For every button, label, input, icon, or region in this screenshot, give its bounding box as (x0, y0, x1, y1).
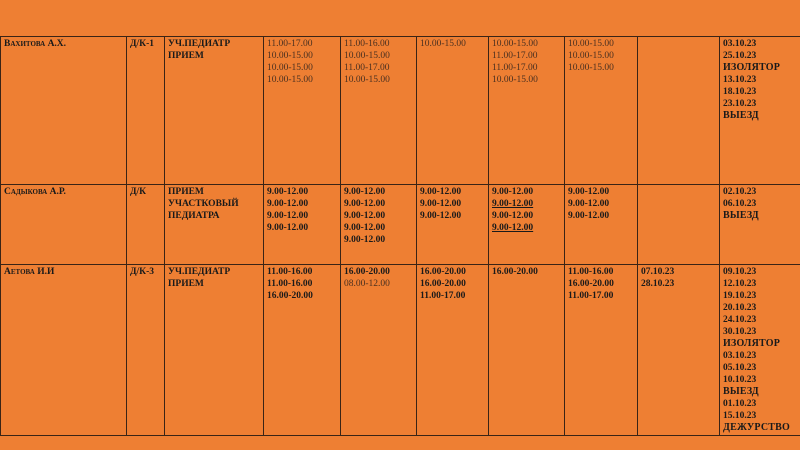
time-slot: 16.00-20.00 (568, 279, 614, 289)
note-date: 01.10.23 (723, 399, 757, 409)
cabinet-code: Д/К (127, 185, 165, 265)
note-date: 06.10.23 (723, 199, 757, 209)
schedule-cell (341, 265, 417, 436)
time-slot: 16.00-20.00 (267, 291, 313, 301)
time-slot: 10.00-15.00 (492, 39, 538, 49)
time-slot: 9.00-12.00 (344, 223, 386, 233)
time-slot: 9.00-12.00 (420, 199, 462, 209)
time-slot: 11.00-17.00 (568, 291, 614, 301)
note-label: ДЕЖУРСТВО (723, 422, 791, 433)
schedule-cell (638, 37, 720, 185)
time-slot: 10.00-15.00 (420, 39, 466, 49)
time-slot: 11.00-16.00 (344, 39, 390, 49)
note-date: 23.10.23 (723, 99, 757, 109)
role-line: ПРИЕМ (168, 51, 204, 61)
note-label: ВЫЕЗД (723, 210, 759, 221)
time-slot: 10.00-15.00 (492, 75, 538, 85)
time-slot: 9.00-12.00 (492, 211, 534, 221)
note-date: 10.10.23 (723, 375, 757, 385)
time-slot: 11.00-17.00 (420, 291, 466, 301)
schedule-cell (565, 37, 638, 185)
schedule-cell (264, 265, 341, 436)
table-row (1, 265, 800, 436)
cabinet-code: Д/К-3 (127, 265, 165, 436)
note-date: 20.10.23 (723, 303, 757, 313)
note-date: 19.10.23 (723, 291, 757, 301)
time-slot: 10.00-15.00 (568, 39, 614, 49)
note-date: 13.10.23 (723, 75, 757, 85)
time-slot: 11.00-17.00 (267, 39, 313, 49)
time-slot: 11.00-16.00 (267, 279, 313, 289)
time-slot: 16.00-20.00 (420, 267, 466, 277)
time-slot: 9.00-12.00 (420, 211, 462, 221)
note-date: 18.10.23 (723, 87, 757, 97)
time-slot: 9.00-12.00 (267, 223, 309, 233)
schedule-cell (489, 37, 565, 185)
schedule-cell (489, 265, 565, 436)
role-line: ПРИЕМ (168, 187, 204, 197)
schedule-cell (264, 37, 341, 185)
time-slot: 16.00-20.00 (344, 267, 390, 277)
time-slot: 10.00-15.00 (568, 51, 614, 61)
time-slot: 9.00-12.00 (344, 211, 386, 221)
note-label: ИЗОЛЯТОР (723, 338, 781, 349)
role-line: ПРИЕМ (168, 279, 204, 289)
time-slot: 9.00-12.00 (420, 187, 462, 197)
schedule-cell (341, 185, 417, 265)
time-slot: 9.00-12.00 (568, 211, 610, 221)
note-date: 03.10.23 (723, 39, 757, 49)
table-row (1, 37, 800, 185)
time-slot: 9.00-12.00 (568, 199, 610, 209)
note-date: 12.10.23 (723, 279, 757, 289)
time-slot: 9.00-12.00 (344, 235, 386, 245)
time-slot: 9.00-12.00 (568, 187, 610, 197)
time-slot: 10.00-15.00 (267, 51, 313, 61)
note-label: ВЫЕЗД (723, 110, 759, 121)
note-date: 24.10.23 (723, 315, 757, 325)
role-line: ПЕДИАТРА (168, 211, 220, 221)
time-slot: 10.00-15.00 (267, 75, 313, 85)
time-slot: 28.10.23 (641, 279, 675, 289)
time-slot: 9.00-12.00 (267, 199, 309, 209)
schedule-cell (417, 185, 489, 265)
time-slot: 16.00-20.00 (420, 279, 466, 289)
time-slot: 11.00-16.00 (568, 267, 614, 277)
notes-cell (720, 37, 800, 185)
doctor-name: Садыкова А.Р. (1, 185, 127, 265)
time-slot: 08.00-12.00 (344, 279, 390, 289)
notes-cell (720, 265, 800, 436)
note-date: 03.10.23 (723, 351, 757, 361)
note-date: 30.10.23 (723, 327, 757, 337)
role-line: УЧ.ПЕДИАТР (168, 39, 231, 49)
time-slot: 9.00-12.00 (344, 187, 386, 197)
time-slot: 9.00-12.00 (492, 223, 534, 233)
doctor-name: Вахитова А.Х. (1, 37, 127, 185)
doctor-role (165, 185, 264, 265)
schedule-cell (565, 185, 638, 265)
time-slot: 10.00-15.00 (344, 75, 390, 85)
role-line: УЧ.ПЕДИАТР (168, 267, 231, 277)
time-slot: 07.10.23 (641, 267, 675, 277)
note-date: 02.10.23 (723, 187, 757, 197)
time-slot: 10.00-15.00 (568, 63, 614, 73)
time-slot: 9.00-12.00 (267, 211, 309, 221)
time-slot: 9.00-12.00 (492, 199, 534, 209)
time-slot: 10.00-15.00 (267, 63, 313, 73)
time-slot: 9.00-12.00 (267, 187, 309, 197)
schedule-cell (638, 265, 720, 436)
time-slot: 16.00-20.00 (492, 267, 538, 277)
schedule-table (0, 36, 800, 436)
note-date: 09.10.23 (723, 267, 757, 277)
time-slot: 10.00-15.00 (344, 51, 390, 61)
time-slot: 11.00-17.00 (492, 51, 538, 61)
schedule-cell (341, 37, 417, 185)
table-row (1, 185, 800, 265)
note-date: 25.10.23 (723, 51, 757, 61)
role-line: УЧАСТКОВЫЙ (168, 199, 239, 209)
time-slot: 11.00-16.00 (267, 267, 313, 277)
cabinet-code: Д/К-1 (127, 37, 165, 185)
doctor-name: Аетова И.И (1, 265, 127, 436)
schedule-cell (489, 185, 565, 265)
note-label: ВЫЕЗД (723, 386, 759, 397)
time-slot: 11.00-17.00 (492, 63, 538, 73)
note-date: 05.10.23 (723, 363, 757, 373)
schedule-cell (638, 185, 720, 265)
schedule-cell (264, 185, 341, 265)
note-label: ИЗОЛЯТОР (723, 62, 781, 73)
notes-cell (720, 185, 800, 265)
time-slot: 9.00-12.00 (344, 199, 386, 209)
schedule-cell (565, 265, 638, 436)
doctor-role (165, 37, 264, 185)
schedule-cell (417, 265, 489, 436)
time-slot: 9.00-12.00 (492, 187, 534, 197)
doctor-role (165, 265, 264, 436)
note-date: 15.10.23 (723, 411, 757, 421)
schedule-cell (417, 37, 489, 185)
time-slot: 11.00-17.00 (344, 63, 390, 73)
